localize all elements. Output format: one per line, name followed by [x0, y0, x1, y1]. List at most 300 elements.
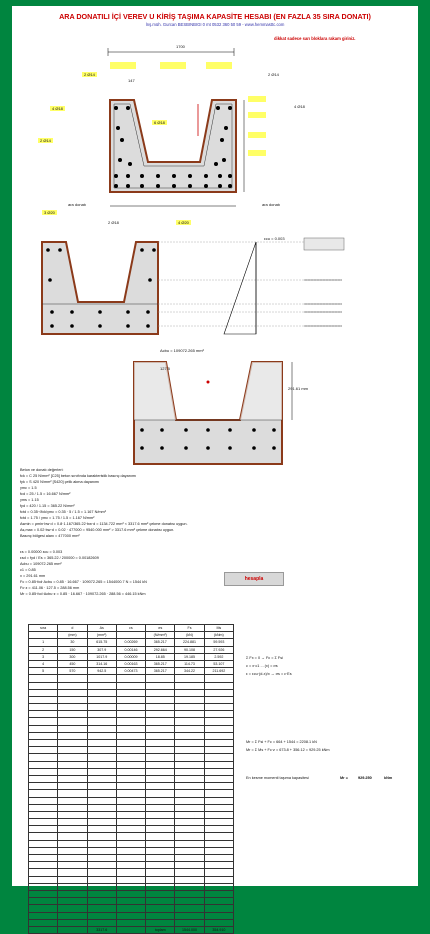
calculate-button[interactable]: hesapla — [224, 572, 284, 586]
table-cell — [116, 840, 145, 847]
table-cell — [175, 883, 204, 890]
table-cell — [175, 862, 204, 869]
table-cell — [175, 905, 204, 912]
table-cell — [175, 747, 204, 754]
col-unit: (N/mm²) — [146, 632, 175, 639]
table-cell — [116, 761, 145, 768]
table-footer-cell — [29, 926, 58, 933]
table-cell — [29, 790, 58, 797]
table-cell — [29, 912, 58, 919]
table-cell — [175, 898, 204, 905]
table-cell — [116, 898, 145, 905]
calc-line-6: fyd = 420 / 1.15 = 365.22 N/mm² — [20, 504, 75, 508]
table-cell — [58, 905, 87, 912]
table-cell — [204, 862, 233, 869]
rebar-label-bottom-mid[interactable]: 4 Ø20 — [178, 220, 189, 225]
empty-table-row — [29, 682, 234, 689]
table-cell — [29, 898, 58, 905]
table-cell: 18.85 — [146, 653, 175, 660]
calc-line-1: fck = C 25 N/mm² [C25] beton sınıfında karakteristik basınç dayanımı — [20, 474, 137, 478]
table-cell — [204, 833, 233, 840]
table-cell — [87, 696, 116, 703]
table-cell — [204, 696, 233, 703]
table-cell: 365.217 — [146, 660, 175, 667]
table-cell — [58, 898, 87, 905]
table-cell — [58, 775, 87, 782]
table-cell — [116, 696, 145, 703]
table-cell — [87, 725, 116, 732]
table-cell — [87, 740, 116, 747]
table-cell — [29, 740, 58, 747]
table-cell — [29, 804, 58, 811]
table-cell — [146, 725, 175, 732]
table-cell — [146, 804, 175, 811]
table-cell — [87, 704, 116, 711]
table-cell — [146, 740, 175, 747]
table-footer-cell: toplam — [146, 926, 175, 933]
table-cell — [175, 783, 204, 790]
result-label: En kesme momenti taşıma kapasitesi — [246, 776, 309, 780]
col-header: σs — [146, 625, 175, 632]
table-cell — [87, 912, 116, 919]
table-cell — [146, 876, 175, 883]
table-cell — [146, 912, 175, 919]
col-header: As — [87, 625, 116, 632]
empty-table-row — [29, 718, 234, 725]
table-cell: 224.881 — [175, 639, 204, 646]
table-cell — [29, 725, 58, 732]
ecu-label: εcu = 0.003 — [264, 236, 285, 241]
empty-table-row — [29, 847, 234, 854]
right-note-1: Σ Fx = 0 → Fc = Σ Fsi — [246, 656, 283, 660]
table-cell — [29, 783, 58, 790]
table-cell — [58, 826, 87, 833]
sheet-subtitle: İnş.müh. Gurcan BESBINBIGI 0 mt 0532 360 50 59 - www.hemmasttc.com — [145, 22, 285, 27]
table-cell — [29, 775, 58, 782]
table-cell — [87, 689, 116, 696]
table-cell — [204, 711, 233, 718]
table-cell: 0.00473 — [116, 668, 145, 675]
table-cell — [146, 675, 175, 682]
table-cell — [87, 675, 116, 682]
calc2-line-4: x = 291.61 mm — [20, 574, 46, 578]
table-cell — [58, 704, 87, 711]
table-cell — [204, 754, 233, 761]
table-cell — [58, 819, 87, 826]
table-cell — [204, 826, 233, 833]
table-cell — [29, 761, 58, 768]
table-cell — [58, 869, 87, 876]
empty-table-row — [29, 754, 234, 761]
table-cell — [29, 833, 58, 840]
calc-line-3: γmc = 1.5 — [20, 486, 37, 490]
table-cell — [146, 840, 175, 847]
table-cell — [58, 912, 87, 919]
table-cell — [146, 847, 175, 854]
table-cell — [116, 797, 145, 804]
table-cell: 90.108 — [175, 646, 204, 653]
table-cell — [204, 804, 233, 811]
table-cell: 2 — [29, 646, 58, 653]
table-cell — [58, 833, 87, 840]
result-symbol: Mr = — [340, 776, 348, 780]
table-cell — [29, 754, 58, 761]
table-cell — [175, 790, 204, 797]
table-cell: 1 — [29, 639, 58, 646]
calc2-line-0: εs = 0.00000 εcu = 0.003 — [20, 550, 63, 554]
table-cell — [58, 862, 87, 869]
table-cell — [58, 811, 87, 818]
calc-line-10: As,max = 0.02·bw·d = 0.02 · 477000 = 9540.000 mm² > 3317.6 mm² çekme donatısı uygun. — [20, 528, 175, 532]
table-cell — [29, 711, 58, 718]
table-cell — [204, 747, 233, 754]
empty-table-row — [29, 775, 234, 782]
table-row — [29, 646, 234, 653]
calc-line-2: fyk = S 420 N/mm² [S420] çelik akma dayanımı — [20, 480, 100, 484]
calc-line-0: Beton ve donatı değerleri: — [20, 468, 64, 472]
table-cell — [146, 689, 175, 696]
table-cell — [58, 725, 87, 732]
table-cell: 0.00269 — [116, 639, 145, 646]
table-cell: 942.5 — [87, 668, 116, 675]
table-cell — [87, 682, 116, 689]
table-cell — [204, 847, 233, 854]
table-cell — [204, 682, 233, 689]
table-cell — [58, 790, 87, 797]
table-cell — [146, 768, 175, 775]
table-cell — [29, 768, 58, 775]
table-cell — [204, 704, 233, 711]
table-cell — [116, 811, 145, 818]
empty-table-row — [29, 797, 234, 804]
table-cell — [204, 840, 233, 847]
table-cell: 5 — [29, 668, 58, 675]
empty-table-row — [29, 761, 234, 768]
table-cell — [204, 768, 233, 775]
table-cell — [146, 883, 175, 890]
table-cell — [175, 819, 204, 826]
table-cell — [58, 718, 87, 725]
table-cell — [87, 754, 116, 761]
table-cell — [175, 740, 204, 747]
table-cell: 615.75 — [87, 639, 116, 646]
ara-donati-left: ara donatı — [68, 202, 87, 207]
table-cell — [116, 754, 145, 761]
dim-147: 147 — [128, 78, 135, 83]
col-header: εs — [116, 625, 145, 632]
table-cell: 1017.9 — [87, 653, 116, 660]
table-cell — [175, 919, 204, 926]
compression-zone-drawing — [120, 358, 310, 468]
col-unit: (mm²) — [87, 632, 116, 639]
calc2-line-1: εsd = fyd / Es = 365.22 / 200000 = 0.00182609 — [20, 556, 99, 560]
table-cell — [204, 783, 233, 790]
table-cell — [204, 725, 233, 732]
compression-dim-2: 291.61 mm — [288, 386, 309, 391]
ara-donati-right: ara donatı — [262, 202, 281, 207]
empty-table-row — [29, 689, 234, 696]
table-cell — [175, 761, 204, 768]
empty-table-row — [29, 876, 234, 883]
table-cell: 0.00009 — [116, 653, 145, 660]
table-cell — [116, 855, 145, 862]
table-cell — [204, 718, 233, 725]
table-cell — [146, 797, 175, 804]
table-cell — [87, 768, 116, 775]
table-cell — [146, 696, 175, 703]
empty-table-row — [29, 711, 234, 718]
table-cell: 570 — [58, 668, 87, 675]
empty-table-row — [29, 804, 234, 811]
table-cell — [58, 768, 87, 775]
table-cell — [204, 855, 233, 862]
table-cell — [87, 898, 116, 905]
table-cell — [175, 675, 204, 682]
calc-line-11: Basınç bölgesi alanı = 477000 mm² — [20, 534, 80, 538]
table-cell: 114.73 — [175, 660, 204, 667]
table-cell — [29, 718, 58, 725]
table-cell — [116, 740, 145, 747]
table-cell — [87, 732, 116, 739]
table-cell — [146, 811, 175, 818]
table-cell — [204, 732, 233, 739]
table-cell — [175, 811, 204, 818]
table-cell — [58, 783, 87, 790]
table-cell — [146, 754, 175, 761]
result-value: 929.250 — [358, 776, 372, 780]
table-cell — [29, 876, 58, 883]
table-cell — [175, 732, 204, 739]
table-cell — [204, 919, 233, 926]
table-cell — [175, 804, 204, 811]
table-cell — [146, 775, 175, 782]
table-cell — [204, 819, 233, 826]
table-cell — [58, 689, 87, 696]
table-row — [29, 639, 234, 646]
table-cell — [175, 711, 204, 718]
table-cell — [204, 912, 233, 919]
table-cell — [204, 761, 233, 768]
table-cell — [175, 797, 204, 804]
table-cell: 150 — [58, 646, 87, 653]
table-cell — [116, 919, 145, 926]
table-cell — [58, 919, 87, 926]
table-cell — [204, 883, 233, 890]
table-cell — [116, 775, 145, 782]
calc-line-5: γms = 1.15 — [20, 498, 39, 502]
table-cell — [116, 732, 145, 739]
table-cell — [116, 704, 145, 711]
balance-line-1: Mr = Σ Fsi + Fc = 664 + 1544 = 2208.1 kN — [246, 740, 317, 744]
table-cell — [204, 675, 233, 682]
table-cell — [87, 847, 116, 854]
table-cell: 314.16 — [87, 660, 116, 667]
table-cell — [116, 682, 145, 689]
input-note: dikkat sadece sarı bloklara rakam giriniz. — [274, 36, 356, 41]
table-cell — [29, 747, 58, 754]
table-cell — [175, 725, 204, 732]
table-cell — [87, 783, 116, 790]
col-unit: (kNm) — [204, 632, 233, 639]
table-cell — [146, 704, 175, 711]
table-cell: 211.692 — [204, 668, 233, 675]
table-cell — [58, 696, 87, 703]
col-header: sıra — [29, 625, 58, 632]
table-cell — [204, 790, 233, 797]
balance-line-2: Mr = Σ Ms + Fc·z = 673.8 + 356.12 = 929.25 kNm — [246, 748, 330, 752]
table-cell — [175, 847, 204, 854]
table-cell — [29, 883, 58, 890]
table-cell — [58, 754, 87, 761]
table-cell — [58, 675, 87, 682]
table-cell — [146, 919, 175, 926]
table-cell — [146, 819, 175, 826]
table-cell — [29, 869, 58, 876]
empty-table-row — [29, 819, 234, 826]
table-cell — [87, 855, 116, 862]
table-units-row — [29, 632, 234, 639]
calc-line-8: fctd = 1.75 / γmc = 1.75 / 1.5 = 1.167 N/mm² — [20, 516, 95, 520]
table-cell — [175, 718, 204, 725]
col-header: d — [58, 625, 87, 632]
table-cell — [175, 855, 204, 862]
table-cell — [87, 761, 116, 768]
table-row — [29, 660, 234, 667]
table-cell: 0.00146 — [116, 646, 145, 653]
table-cell — [175, 682, 204, 689]
table-cell — [204, 797, 233, 804]
table-cell — [29, 704, 58, 711]
table-cell — [58, 711, 87, 718]
table-cell — [146, 783, 175, 790]
empty-table-row — [29, 840, 234, 847]
table-cell — [116, 869, 145, 876]
rebar-label-center[interactable]: 6 Ø18 — [154, 120, 165, 125]
table-cell — [204, 876, 233, 883]
table-cell — [116, 783, 145, 790]
table-cell — [116, 689, 145, 696]
table-cell — [87, 804, 116, 811]
table-cell — [175, 704, 204, 711]
table-cell — [146, 826, 175, 833]
table-cell — [58, 883, 87, 890]
table-cell — [29, 919, 58, 926]
table-cell — [87, 790, 116, 797]
table-cell — [87, 775, 116, 782]
table-cell: 300 — [58, 653, 87, 660]
table-cell — [146, 869, 175, 876]
table-cell — [29, 826, 58, 833]
table-row — [29, 653, 234, 660]
table-cell — [87, 862, 116, 869]
empty-table-row — [29, 919, 234, 926]
table-cell — [29, 732, 58, 739]
table-cell — [58, 761, 87, 768]
table-cell — [29, 797, 58, 804]
strain-diagram — [12, 232, 418, 342]
top-width-dim: 1700 — [176, 44, 185, 49]
col-unit — [116, 632, 145, 639]
table-cell: 2.592 — [204, 653, 233, 660]
table-cell: 292.664 — [146, 646, 175, 653]
table-cell — [87, 747, 116, 754]
table-cell — [58, 747, 87, 754]
empty-table-row — [29, 747, 234, 754]
rebar-label-top-right: 2 Ø14 — [268, 72, 279, 77]
empty-table-row — [29, 725, 234, 732]
table-cell: 27.926 — [204, 646, 233, 653]
empty-table-row — [29, 740, 234, 747]
calc-line-9: Asmin = ρmin·bw·d = 0.8·1.167/365.22·bw·d = 1134.722 mm² < 3317.6 mm² çekme donatısı uygun. — [20, 522, 188, 526]
table-cell — [58, 797, 87, 804]
table-cell — [29, 840, 58, 847]
calc2-line-3: c1 = 0.85 — [20, 568, 36, 572]
rebar-label-bottom-left[interactable]: 3 Ø20 — [44, 210, 55, 215]
table-cell — [58, 682, 87, 689]
compression-dim-1: 127.5 — [160, 366, 171, 371]
table-cell — [146, 855, 175, 862]
empty-table-row — [29, 862, 234, 869]
table-cell — [146, 711, 175, 718]
sheet-title: ARA DONATILI İÇİ VEREV U KİRİŞ TAŞIMA KAPASİTE HESABI (EN FAZLA 35 SIRA DONATI) — [59, 12, 371, 21]
table-cell — [116, 718, 145, 725]
table-cell — [58, 840, 87, 847]
table-cell — [204, 898, 233, 905]
table-cell — [58, 732, 87, 739]
table-cell — [146, 732, 175, 739]
table-cell — [146, 898, 175, 905]
table-cell — [204, 740, 233, 747]
table-cell — [116, 833, 145, 840]
table-cell — [175, 912, 204, 919]
table-cell — [116, 862, 145, 869]
empty-table-row — [29, 833, 234, 840]
table-cell — [87, 883, 116, 890]
table-cell — [29, 819, 58, 826]
table-cell — [29, 689, 58, 696]
table-cell — [87, 826, 116, 833]
table-cell — [58, 804, 87, 811]
table-cell — [116, 711, 145, 718]
table-cell — [58, 855, 87, 862]
table-cell: 344.22 — [175, 668, 204, 675]
table-cell — [175, 696, 204, 703]
result-unit: kNm — [384, 776, 393, 780]
table-cell — [146, 862, 175, 869]
right-note-2: c = x·c1 ... (x) = σs — [246, 664, 278, 668]
table-footer-cell: 3317.6 — [87, 926, 116, 933]
rebar-label-right-side: 4 Ø18 — [294, 104, 305, 109]
rebar-label-top-left[interactable]: 2 Ø14 — [84, 72, 95, 77]
table-cell — [87, 876, 116, 883]
table-cell — [146, 833, 175, 840]
table-cell — [116, 675, 145, 682]
rebar-label-left-side[interactable]: 2 Ø14 — [40, 138, 51, 143]
empty-table-row — [29, 905, 234, 912]
empty-table-row — [29, 883, 234, 890]
empty-table-row — [29, 704, 234, 711]
rebar-label-mid-left[interactable]: 4 Ø18 — [52, 106, 63, 111]
table-cell — [175, 869, 204, 876]
table-cell — [175, 833, 204, 840]
table-cell — [175, 754, 204, 761]
table-cell — [87, 718, 116, 725]
empty-table-row — [29, 811, 234, 818]
table-footer-cell: 1544.000 — [175, 926, 204, 933]
table-cell — [29, 696, 58, 703]
table-cell — [87, 711, 116, 718]
empty-table-row — [29, 898, 234, 905]
